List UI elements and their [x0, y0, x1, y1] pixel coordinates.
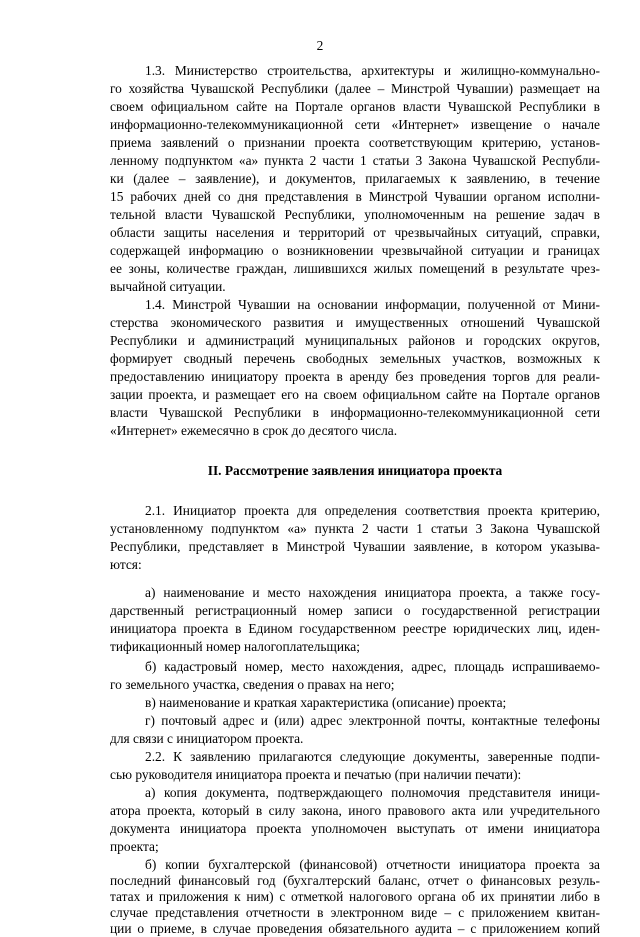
text-line: дарственный регистрационный номер записи о государственной регистрации: [110, 603, 600, 618]
text-line: инициатора проекта в Едином государственном реестре юридических лиц, иден-: [110, 621, 600, 636]
text-line: случае представления отчетности в электронном виде – с приложением квитан-: [110, 905, 600, 920]
text-line: а) копия документа, подтверждающего полномочия представителя иници-: [145, 785, 600, 800]
text-line: б) кадастровый номер, место нахождения, адрес, площадь испрашиваемо-: [145, 659, 600, 674]
text-line: своем официальном сайте на Портале органов власти Чувашской Республики в: [110, 99, 600, 114]
section-heading: II. Рассмотрение заявления инициатора проекта: [207, 463, 503, 478]
text-line: зации проекта, и размещает его на своем официальном сайте на Портале органов: [110, 387, 600, 402]
text-line: для связи с инициатором проекта.: [110, 731, 304, 746]
text-line: б) копии бухгалтерской (финансовой) отчетности инициатора проекта за: [145, 857, 600, 872]
text-line: тификационный номер налогоплательщика;: [110, 639, 360, 654]
text-line: а) наименование и место нахождения инициатора проекта, а также госу-: [145, 585, 600, 600]
text-line: стерства экономического развития и имущественных отношений Чувашской: [110, 315, 600, 330]
text-line: го земельного участка, сведения о правах на него;: [110, 677, 395, 692]
text-line: ются:: [110, 557, 142, 572]
text-line: приема заявлений о признании проекта соответствующим критерию, установ-: [110, 135, 600, 150]
text-line: 1.4. Минстрой Чувашии на основании информации, полученной от Мини-: [145, 297, 600, 312]
text-line: 1.3. Министерство строительства, архитектуры и жилищно-коммунально-: [145, 63, 600, 78]
text-line: власти Чувашской Республики в информационно-телекоммуникационной сети: [110, 405, 600, 420]
text-line: го хозяйства Чувашской Республики (далее – Минстрой Чувашии) размещает на: [110, 81, 600, 96]
text-line: «Интернет» ежемесячно в срок до десятого числа.: [110, 423, 398, 438]
text-line: в) наименование и краткая характеристика (описание) проекта;: [145, 695, 507, 710]
text-line: Республики, представляет в Минстрой Чувашии заявление, в котором указыва-: [110, 539, 600, 554]
text-line: ки (далее – заявление), и документов, прилагаемых к заявлению, в течение: [110, 171, 600, 186]
text-line: тельной власти Чувашской Республики, уполномоченным на решение задач в: [110, 207, 600, 222]
text-line: информационно-телекоммуникационной сети «Интернет» извещение о начале: [110, 117, 600, 132]
text-line: области защиты населения и территорий от чрезвычайных ситуаций, справки,: [110, 225, 600, 240]
text-line: предоставлению инициатору проекта в аренду без проведения торгов для реали-: [110, 369, 600, 384]
text-line: 2.1. Инициатор проекта для определения соответствия проекта критерию,: [145, 503, 600, 518]
text-line: ее зоны, количестве граждан, лишившихся жилых помещений в результате чрез-: [110, 261, 600, 276]
text-line: ленному подпунктом «а» пункта 2 части 1 статьи 3 Закона Чувашской Республи-: [110, 153, 600, 168]
text-line: атора проекта, который в силу закона, иного правового акта или учредительного: [110, 803, 600, 818]
text-line: Республики и администраций муниципальных районов и городских округов,: [110, 333, 600, 348]
text-line: проекта;: [110, 839, 159, 854]
text-line: сью руководителя инициатора проекта и печатью (при наличии печати):: [110, 767, 522, 782]
text-line: татах и приложения к ним) с отметкой налогового органа об их принятии либо в: [110, 889, 600, 904]
text-line: формирует сводный перечень свободных земельных участков, возможных к: [110, 351, 600, 366]
text-line: г) почтовый адрес и (или) адрес электронной почты, контактные телефоны: [145, 713, 600, 728]
text-line: ции о приеме, в случае проведения обязательного аудита – с приложением копий: [110, 921, 600, 936]
text-line: 15 рабочих дней со дня представления в Минстрой Чувашии органом исполни-: [110, 189, 600, 204]
text-line: 2.2. К заявлению прилагаются следующие документы, заверенные подпи-: [145, 749, 600, 764]
text-line: вычайной ситуации.: [110, 279, 226, 294]
text-line: содержащей информацию о возникновении чрезвычайной ситуации и границах: [110, 243, 600, 258]
text-line: последний финансовый год (бухгалтерский баланс, отчет о финансовых резуль-: [110, 873, 600, 888]
text-line: документа инициатора проекта уполномочен выступать от имени инициатора: [110, 821, 600, 836]
page-number: 2: [316, 38, 324, 53]
text-line: установленному подпунктом «а» пункта 2 части 1 статьи 3 Закона Чувашской: [110, 521, 600, 536]
